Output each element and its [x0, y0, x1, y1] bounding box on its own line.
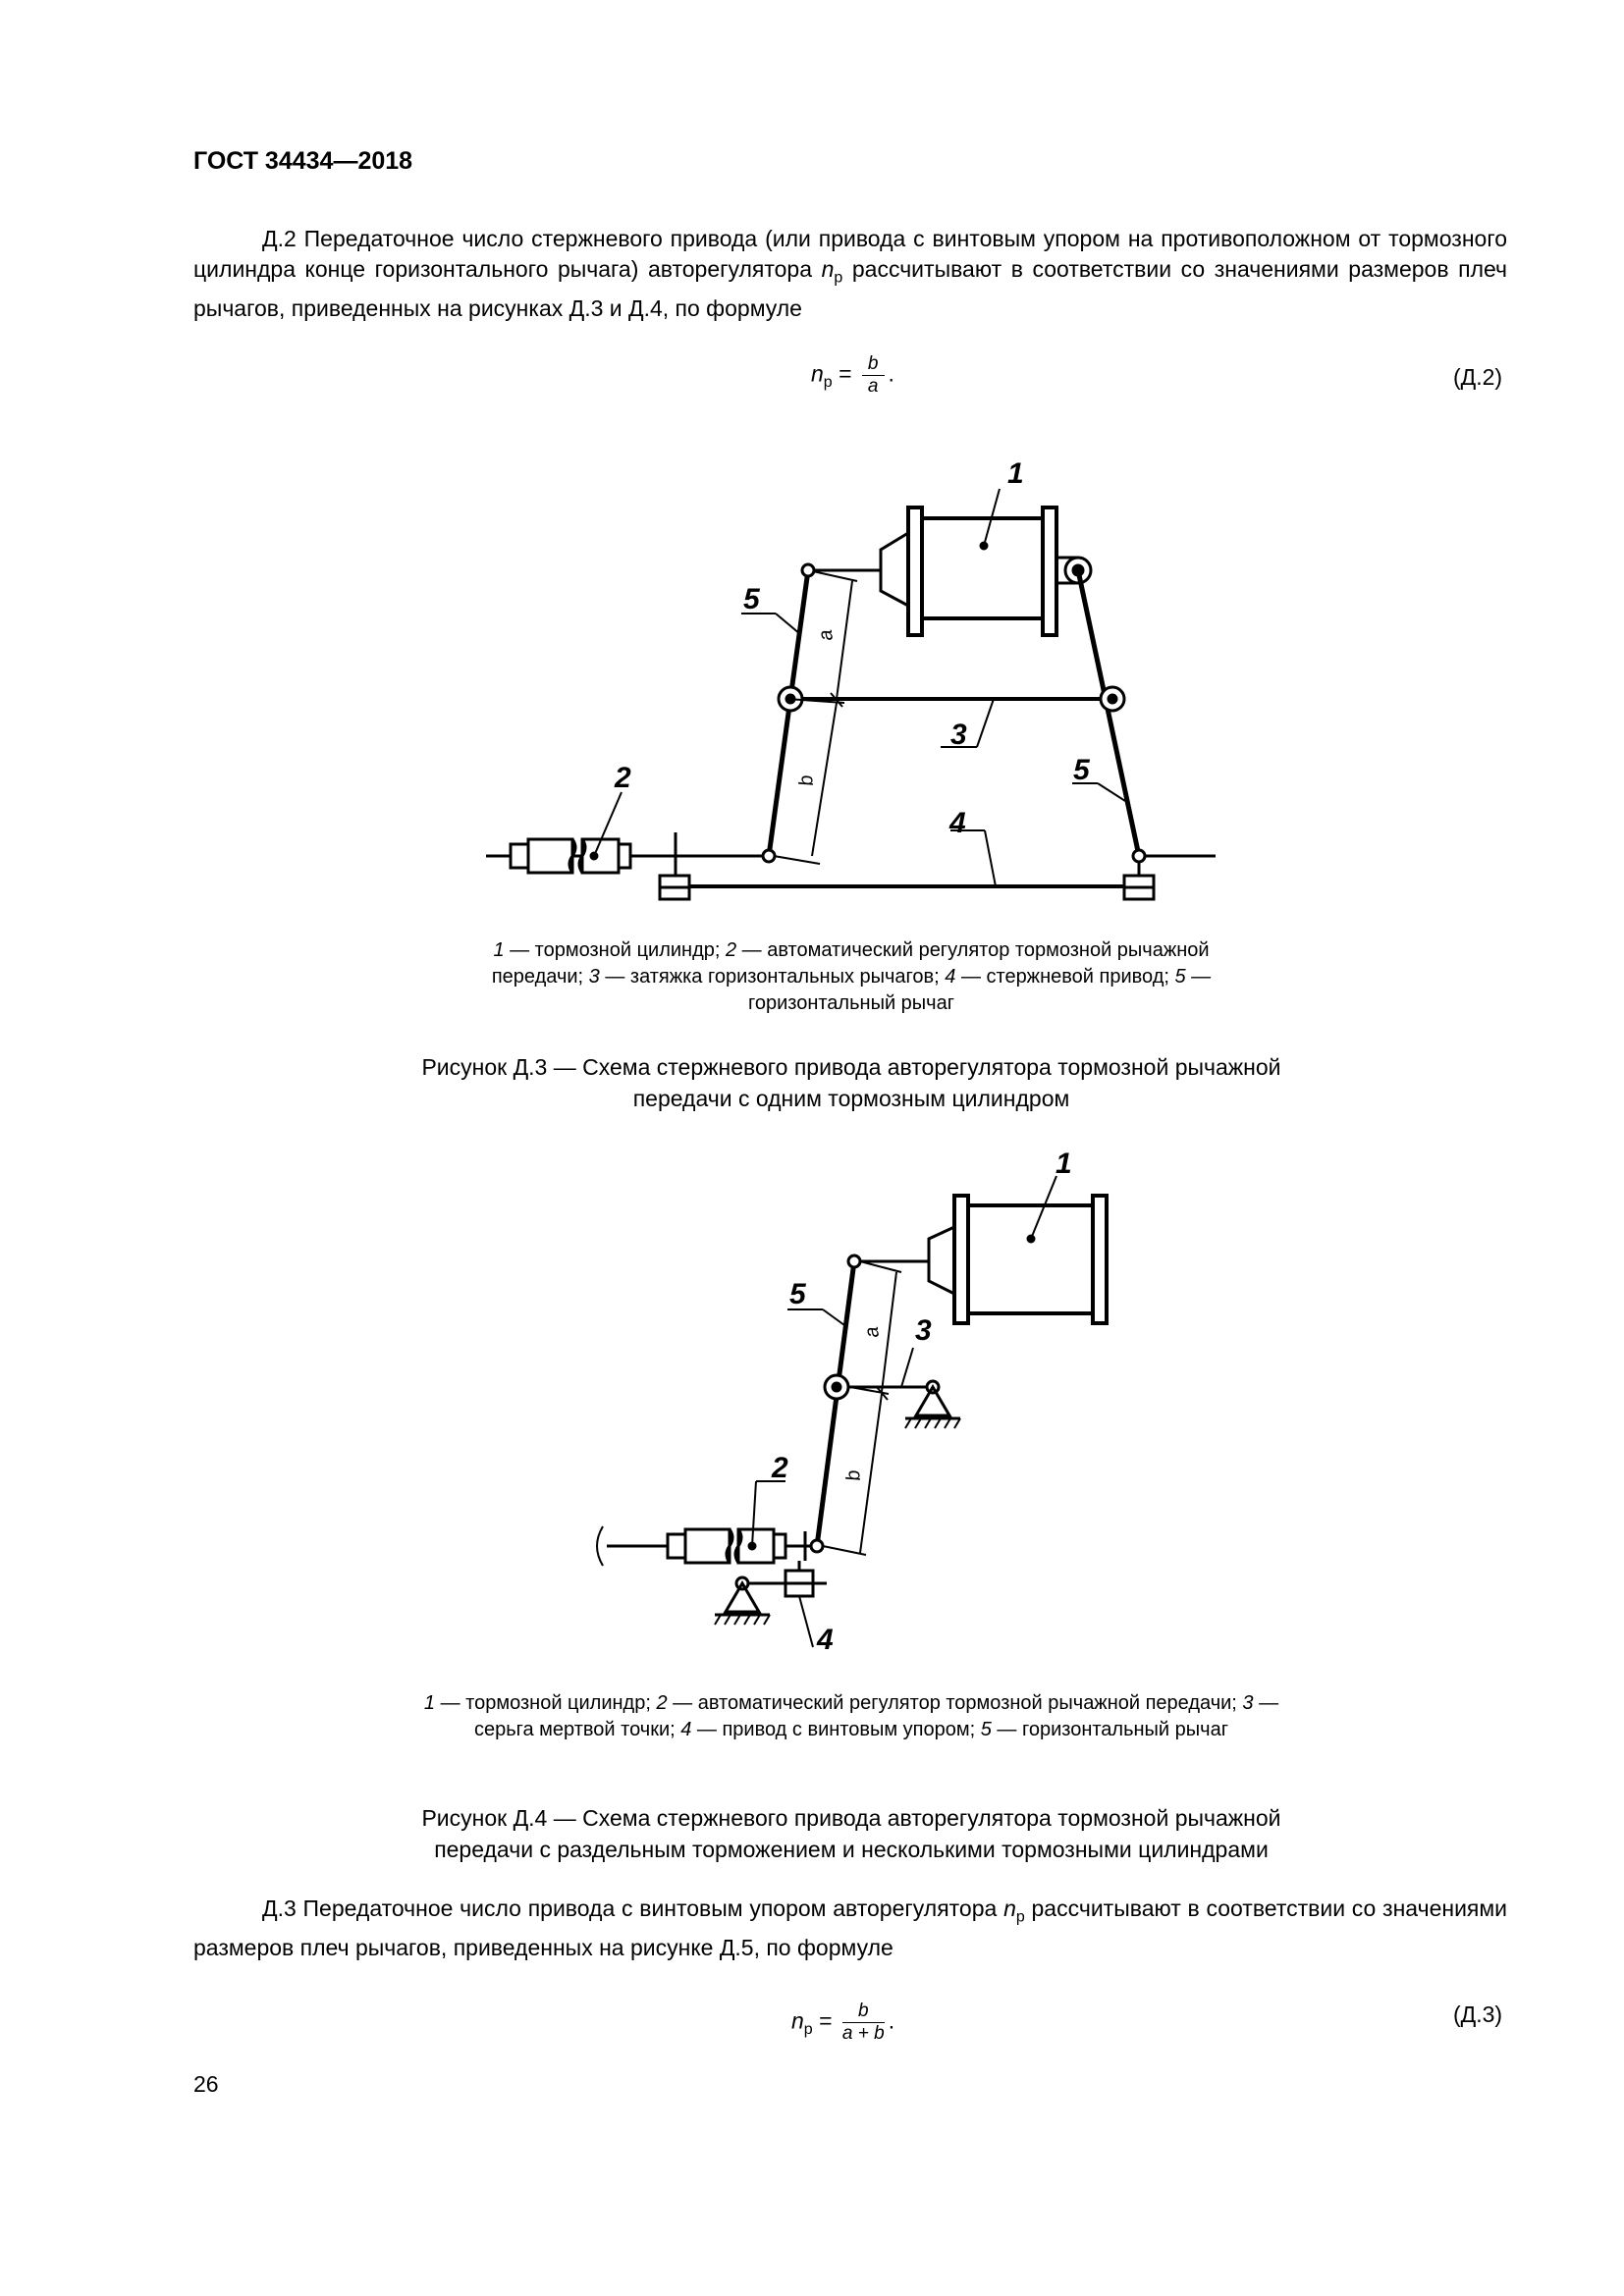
legend-d4-n1: 1	[423, 1692, 436, 1714]
formula-d3-end: .	[888, 2007, 895, 2034]
legend-d4-t1: — тормозной цилиндр;	[435, 1692, 657, 1714]
equation-number-d2: (Д.2)	[1453, 364, 1503, 390]
legend-d3-t3: — затяжка горизонтальных рычагов;	[599, 966, 946, 988]
fig-d3-dim-b: b	[794, 774, 818, 788]
para-d3-suffix: рассчитывают в соответствии со значениями размеров плеч рычагов, приведенных на рисунке Д.5, по формуле	[193, 1896, 1508, 1960]
formula-d3-fraction	[842, 2001, 885, 2045]
formula-d3-numerator: b	[842, 2001, 885, 2023]
para-d3-prefix: Д.3 Передаточное число привода с винтовым упором авторегулятора	[262, 1896, 998, 1921]
para-d3-sub: р	[1015, 1908, 1025, 1926]
formula-d2-eq: =	[839, 360, 852, 387]
figure-d4-diagram	[579, 1139, 1129, 1669]
para-d2-sub: р	[834, 269, 843, 287]
para-d2-var: n	[821, 256, 835, 282]
fig-d4-label-1: 1	[1056, 1148, 1072, 1180]
legend-d4-t5: — горизонтальный рычаг	[991, 1719, 1228, 1740]
formula-d3	[791, 2001, 894, 2045]
para-d2-prefix: Д.2 Передаточное число стержневого привода (или привода с винтовым упором на противоположном от тормозного цилиндра конце горизонтального рычага) авторегулятора	[193, 226, 1507, 282]
formula-d3-denominator: a + b	[841, 2023, 885, 2044]
formula-d2-numerator: b	[862, 353, 885, 376]
figure-d3-legend	[452, 937, 1251, 1017]
formula-d2-end: .	[888, 360, 894, 387]
para-d2-suffix: рассчитывают в соответствии со значениями размеров плеч рычагов, приведенных на рисунках Д.3 и Д.4, по формуле	[193, 256, 1508, 321]
paragraph-d3	[193, 1894, 1507, 1963]
fig-d3-dim-a: a	[814, 628, 838, 643]
legend-d4-n2: 2	[656, 1692, 668, 1714]
para-d3-var: n	[1003, 1896, 1016, 1921]
legend-d3-t5: — горизонтальный рычаг	[747, 966, 1212, 1014]
document-header: ГОСТ 34434—2018	[193, 147, 413, 175]
fig-d3-label-5-left: 5	[743, 583, 760, 615]
formula-d2-lhs-sub: р	[823, 374, 833, 392]
figure-d4-caption: Рисунок Д.4 — Схема стержневого привода авторегулятора тормозной рычажной передачи с раздельным торможением и несколькими тормозными цилиндрами	[421, 1805, 1281, 1862]
legend-d3-t4: — стержневой привод;	[955, 966, 1175, 988]
legend-d4-t3: — серьга мертвой точки;	[473, 1692, 1279, 1740]
formula-d3-lhs: n	[791, 2007, 804, 2034]
fig-d3-label-2: 2	[615, 762, 631, 794]
formula-d2-fraction	[862, 353, 885, 398]
figure-d3-diagram	[471, 447, 1237, 908]
fig-d4-label-2: 2	[772, 1452, 788, 1484]
page-number: 26	[193, 2071, 219, 2097]
legend-d3-n3: 3	[588, 966, 600, 988]
legend-d3-n4: 4	[945, 966, 956, 988]
legend-d4-t4: — привод с винтовым упором;	[691, 1719, 981, 1740]
legend-d3-t2: — автоматический регулятор тормозной рычажной передачи;	[491, 939, 1210, 988]
fig-d3-label-3: 3	[950, 719, 967, 751]
fig-d4-dim-a: a	[860, 1325, 884, 1340]
figure-d3-caption: Рисунок Д.3 — Схема стержневого привода авторегулятора тормозной рычажной передачи с одним тормозным цилиндром	[421, 1054, 1281, 1111]
figure-d4-legend	[393, 1690, 1310, 1743]
fig-d4-label-3: 3	[915, 1314, 932, 1347]
legend-d4-n4: 4	[680, 1719, 692, 1740]
legend-d4-n3: 3	[1242, 1692, 1254, 1714]
fig-d4-label-5: 5	[789, 1278, 806, 1310]
formula-d2	[811, 353, 894, 398]
legend-d4-n5: 5	[980, 1719, 992, 1740]
fig-d3-label-5-right: 5	[1073, 754, 1090, 786]
formula-d3-lhs-sub: р	[803, 2021, 813, 2039]
formula-d2-denominator: a	[867, 376, 879, 397]
fig-d3-label-4: 4	[949, 807, 966, 839]
equation-number-d3: (Д.3)	[1453, 2002, 1503, 2027]
legend-d3-t1: — тормозной цилиндр;	[504, 939, 726, 961]
paragraph-d2	[193, 224, 1507, 324]
formula-d2-lhs: n	[811, 360, 824, 387]
fig-d3-label-1: 1	[1007, 457, 1024, 490]
legend-d3-n1: 1	[493, 939, 505, 961]
legend-d3-n5: 5	[1174, 966, 1186, 988]
legend-d3-n2: 2	[726, 939, 737, 961]
fig-d4-label-4: 4	[817, 1624, 834, 1656]
legend-d4-t2: — автоматический регулятор тормозной рычажной передачи;	[667, 1692, 1243, 1714]
fig-d4-dim-b: b	[841, 1468, 865, 1483]
formula-d3-eq: =	[819, 2007, 833, 2034]
